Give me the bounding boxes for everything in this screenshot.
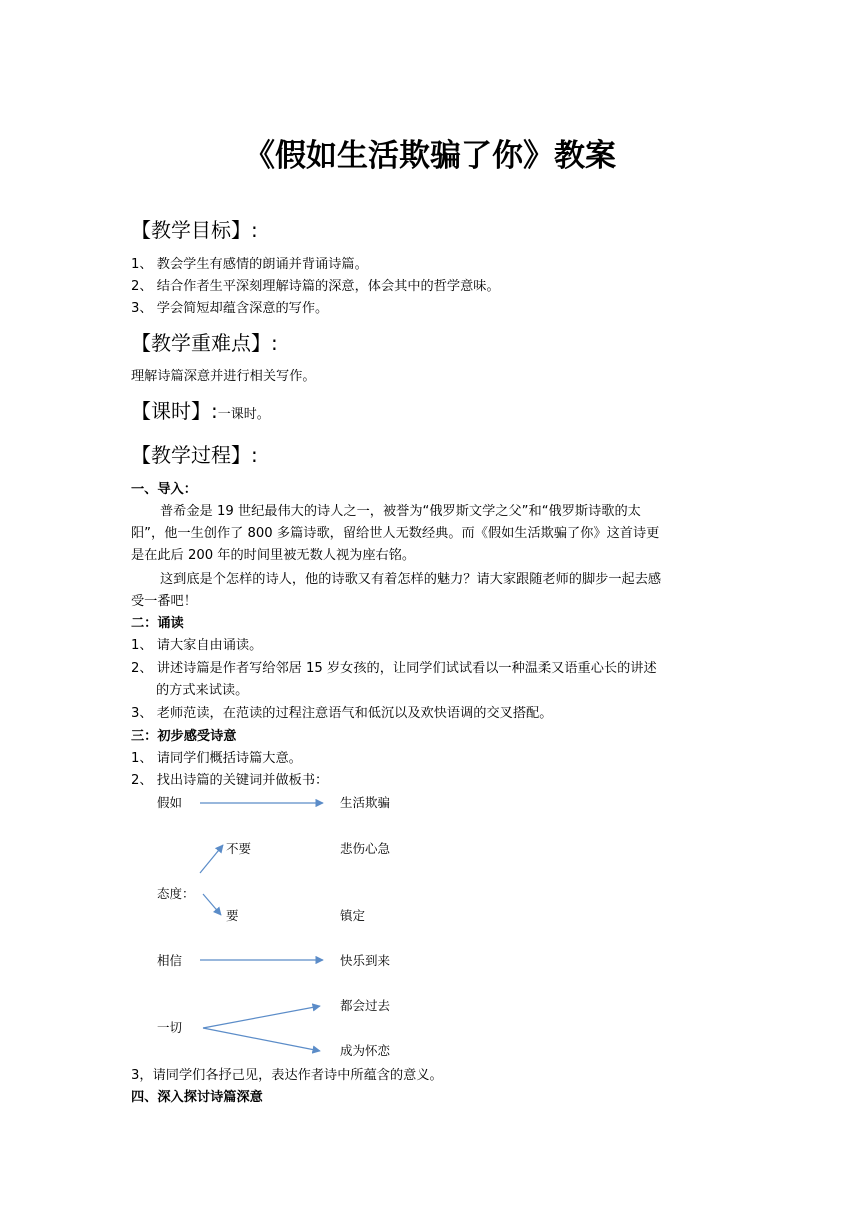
objective-item-1: 1、 教会学生有感情的朗诵并背诵诗篇。 xyxy=(131,257,368,272)
diagram-taidu: 态度： xyxy=(157,886,195,901)
feel-item-3: 3，请同学们各抒己见，表达作者诗中所蕴含的意义。 xyxy=(131,1068,443,1083)
class-hours-label: 【课时】: xyxy=(131,399,218,423)
feel-item-1: 1、 请同学们概括诗篇大意。 xyxy=(131,751,302,766)
diagram-yiqie: 一切 xyxy=(157,1020,183,1035)
diagram-xiangxin: 相信 xyxy=(157,953,183,968)
arrow-yao xyxy=(203,894,221,915)
intro-label: 一、导入： xyxy=(131,482,197,497)
recite-label: 二：诵读 xyxy=(131,616,184,631)
feel-item-2: 2、 找出诗篇的关键词并做板书： xyxy=(131,773,329,788)
feel-label: 三：初步感受诗意 xyxy=(131,729,237,744)
diagram-shenghuo: 生活欺骗 xyxy=(340,795,391,810)
diagram-beishang: 悲伤心急 xyxy=(340,841,391,856)
diagram-jiaru: 假如 xyxy=(157,795,183,810)
arrow-buyao xyxy=(200,845,223,873)
intro-para2-line1: 这到底是个怎样的诗人，他的诗歌又有着怎样的魅力？请大家跟随老师的脚步一起去感 xyxy=(160,572,662,587)
key-points-heading: 【教学重难点】: xyxy=(131,331,278,355)
class-hours-value: 一课时。 xyxy=(217,407,270,422)
recite-item-1: 1、 请大家自由诵读。 xyxy=(131,638,263,653)
diagram-douhui: 都会过去 xyxy=(340,998,391,1013)
recite-item-2-line2: 的方式来试读。 xyxy=(156,683,249,698)
arrow-chengwei xyxy=(203,1028,320,1051)
diagram-buyao: 不要 xyxy=(226,841,252,856)
class-hours-heading xyxy=(131,397,270,429)
intro-para1-line1: 普希金是 19 世纪最伟大的诗人之一，被誉为“俄罗斯文学之父”和“俄罗斯诗歌的太 xyxy=(160,504,641,519)
diagram-zhending: 镇定 xyxy=(340,908,366,923)
key-points-text: 理解诗篇深意并进行相关写作。 xyxy=(131,369,316,384)
recite-item-2-line1: 2、 讲述诗篇是作者写给邻居 15 岁女孩的，让同学们试试看以一种温柔又语重心长的讲述 xyxy=(131,661,657,676)
diagram-kuaile: 快乐到来 xyxy=(340,953,391,968)
recite-item-3: 3、 老师范读，在范读的过程注意语气和低沉以及欢快语调的交叉搭配。 xyxy=(131,706,553,721)
deep-label: 四、深入探讨诗篇深意 xyxy=(131,1090,263,1105)
diagram-yao: 要 xyxy=(226,908,239,923)
objectives-heading: 【教学目标】: xyxy=(131,218,258,242)
intro-para1-line3: 是在此后 200 年的时间里被无数人视为座右铭。 xyxy=(131,548,416,563)
page-title: 《假如生活欺骗了你》教案 xyxy=(244,138,616,174)
process-heading: 【教学过程】: xyxy=(131,443,258,467)
objective-item-2: 2、 结合作者生平深刻理解诗篇的深意，体会其中的哲学意味。 xyxy=(131,279,500,294)
intro-para2-line2: 受一番吧！ xyxy=(131,594,197,609)
objective-item-3: 3、 学会简短却蕴含深意的写作。 xyxy=(131,301,329,316)
arrow-douhui xyxy=(203,1006,320,1028)
diagram-chengwei: 成为怀恋 xyxy=(340,1043,391,1058)
intro-para1-line2: 阳”，他一生创作了 800 多篇诗歌，留给世人无数经典。而《假如生活欺骗了你》这首诗更 xyxy=(131,526,660,541)
